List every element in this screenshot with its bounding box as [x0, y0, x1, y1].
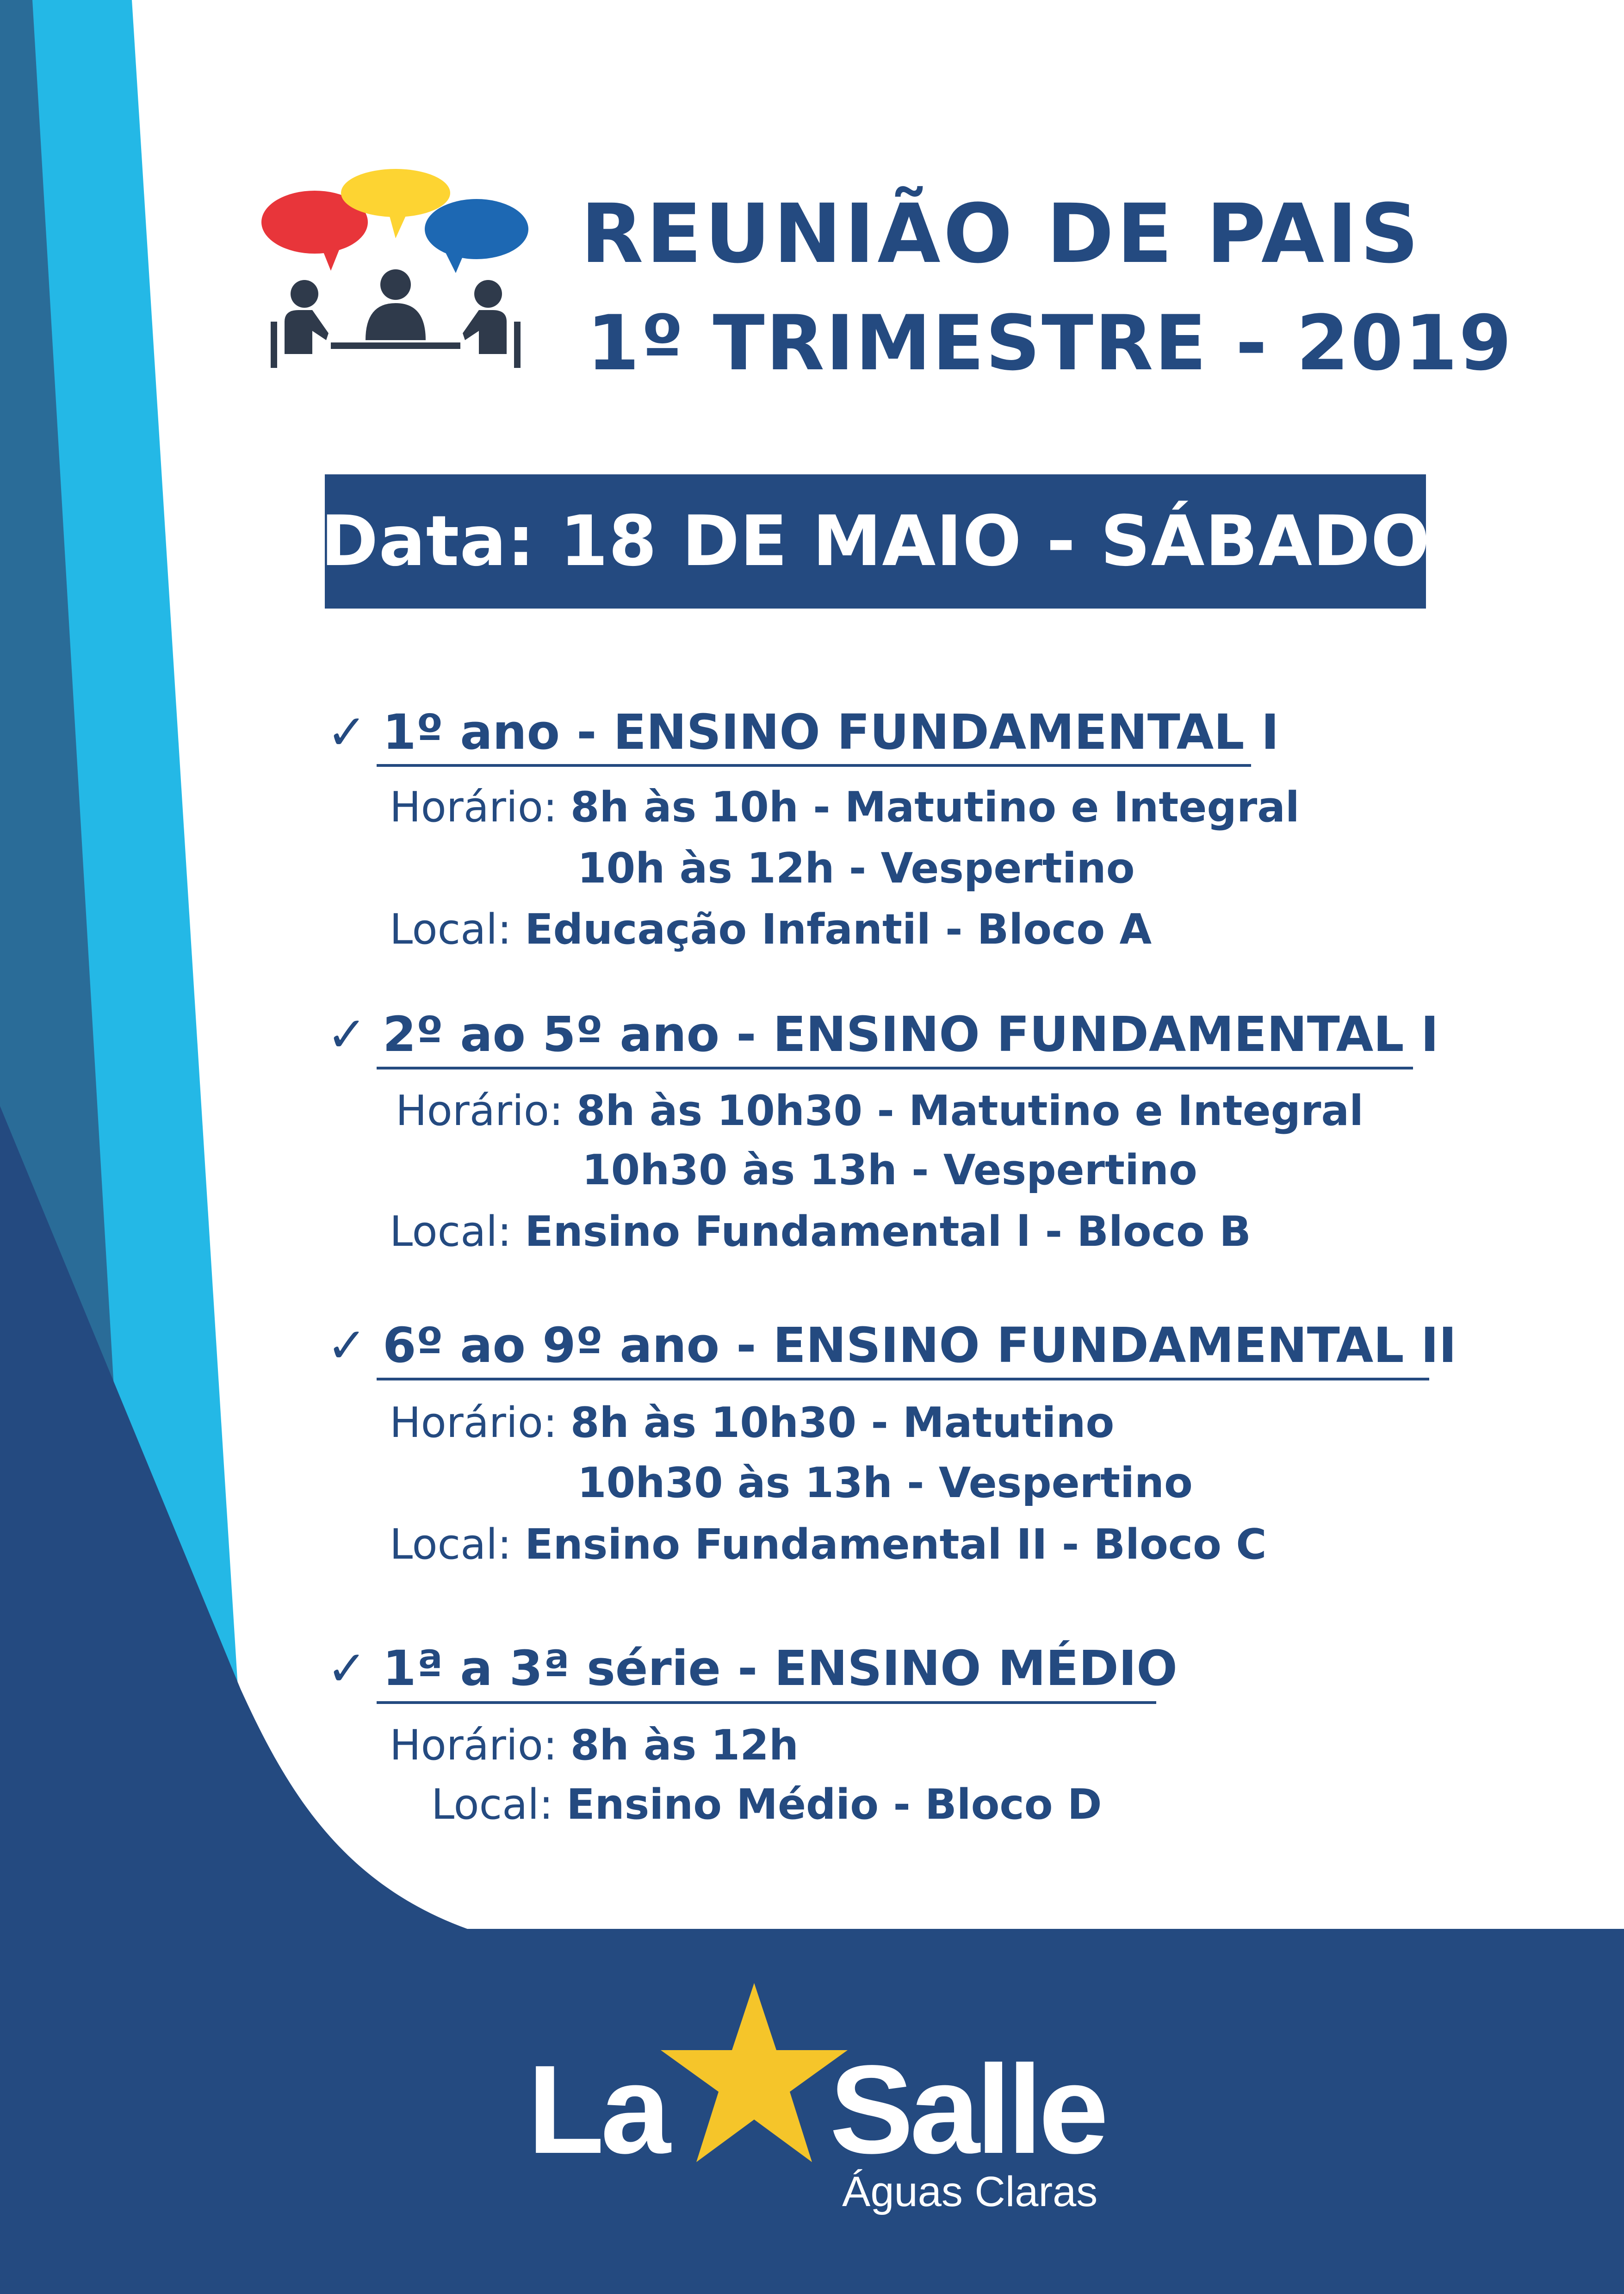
title-line-1: REUNIÃO DE PAIS: [581, 187, 1422, 281]
section-4-horario-line: [390, 1721, 799, 1770]
check-icon: ✓: [327, 704, 367, 760]
local-value: Educação Infantil - Bloco A: [525, 905, 1152, 954]
local-label: Local:: [390, 1207, 512, 1256]
section-3-heading: [327, 1317, 1457, 1374]
section-1-heading: [327, 704, 1279, 760]
check-icon: ✓: [327, 1006, 367, 1063]
horario-value: 8h às 10h30 - Matutino: [570, 1399, 1115, 1447]
local-value: Ensino Fundamental l - Bloco B: [525, 1207, 1251, 1256]
local-label: Local:: [390, 905, 512, 954]
section-1-heading-text: 1º ano - ENSINO FUNDAMENTAL I: [383, 704, 1279, 760]
speech-bubble-blue-icon: [425, 199, 528, 273]
section-4-heading-text: 1ª a 3ª série - ENSINO MÉDIO: [383, 1640, 1178, 1697]
section-1-local-line: [390, 905, 1152, 954]
horario-label: Horário:: [390, 783, 558, 832]
horario-value: 8h às 12h: [570, 1721, 799, 1770]
section-4-heading: [327, 1640, 1178, 1697]
section-2-horario-line-2: 10h30 às 13h - Vespertino: [582, 1146, 1197, 1194]
section-3-horario-line: [390, 1399, 1115, 1447]
star-icon: [657, 1981, 851, 2175]
meeting-icon: [261, 169, 530, 382]
section-1-horario-line: [390, 783, 1300, 832]
logo-text-la: La: [527, 2039, 667, 2180]
section-2-horario-line: [396, 1087, 1364, 1135]
check-icon: ✓: [327, 1640, 367, 1697]
logo-text-salle: Salle: [830, 2039, 1105, 2180]
local-value: Ensino Médio - Bloco D: [566, 1780, 1102, 1829]
section-2-heading: [327, 1006, 1439, 1063]
title-line-2: 1º TRIMESTRE - 2019: [587, 299, 1513, 387]
section-1-horario-line-2: 10h às 12h - Vespertino: [577, 844, 1135, 893]
date-banner: Data: 18 DE MAIO - SÁBADO: [325, 474, 1426, 609]
section-2-underline: [377, 1067, 1413, 1069]
section-4-underline: [377, 1701, 1156, 1704]
check-icon: ✓: [327, 1317, 367, 1374]
section-2-local-line: [390, 1207, 1251, 1256]
horario-value: 8h às 10h30 - Matutino e Integral: [576, 1087, 1364, 1135]
section-2-heading-text: 2º ao 5º ano - ENSINO FUNDAMENTAL I: [383, 1006, 1439, 1063]
local-label: Local:: [390, 1520, 512, 1569]
people-at-table-icon: [271, 269, 521, 368]
local-label: Local:: [431, 1780, 553, 1829]
local-value: Ensino Fundamental II - Bloco C: [525, 1520, 1267, 1569]
logo-subtitle: Águas Claras: [842, 2168, 1098, 2215]
horario-label: Horário:: [390, 1399, 558, 1447]
horario-label: Horário:: [396, 1087, 564, 1135]
section-3-heading-text: 6º ao 9º ano - ENSINO FUNDAMENTAL II: [383, 1317, 1457, 1374]
horario-label: Horário:: [390, 1721, 558, 1770]
section-3-local-line: [390, 1520, 1267, 1569]
horario-value: 8h às 10h - Matutino e Integral: [570, 783, 1300, 832]
section-1-underline: [377, 764, 1251, 767]
section-3-horario-line-2: 10h30 às 13h - Vespertino: [577, 1459, 1193, 1507]
section-3-underline: [377, 1378, 1429, 1380]
section-4-local-line: [431, 1780, 1102, 1829]
